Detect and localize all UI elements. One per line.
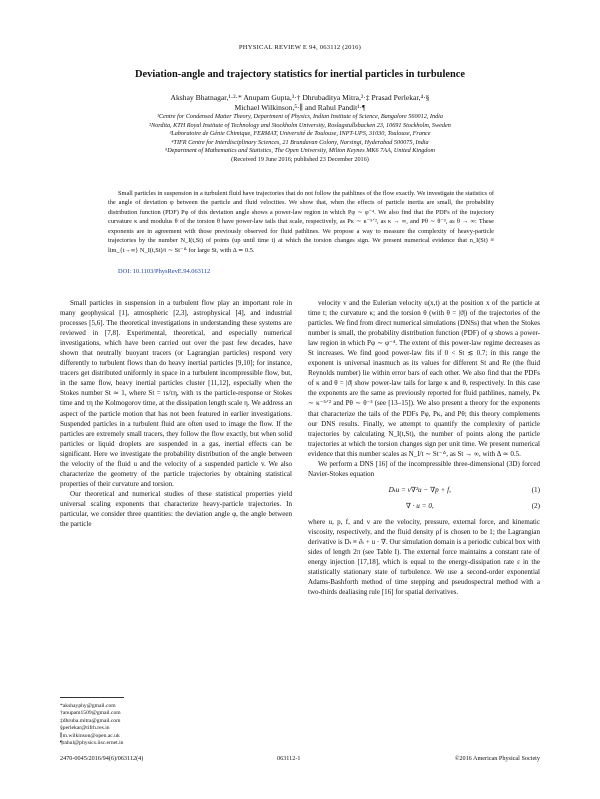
footnote-email-1[interactable]: *akshayphy@gmail.com	[60, 703, 116, 709]
footer-copyright: ©2016 American Physical Society	[454, 755, 540, 762]
author-list	[90, 93, 510, 113]
affiliation-4: ⁴TIFR Centre for Interdisciplinary Sciences, 21 Brundavan Colony, Narsingi, Hyderabad 500075, India	[171, 138, 429, 146]
footnotes	[60, 703, 123, 747]
abstract	[108, 189, 494, 255]
equation-1-number: (1)	[531, 485, 540, 494]
footer-page-number: 063112-1	[277, 755, 301, 762]
footnote-email-6[interactable]: ¶rahul@physics.iisc.ernet.in	[60, 740, 124, 747]
equation-2	[308, 501, 540, 511]
authors-line-2: Michael Wilkinson,⁵·∥ and Rahul Pandit¹·¶	[234, 103, 366, 112]
footnote-email-4[interactable]: §perlekar@tifrh.res.in	[60, 725, 110, 732]
affiliation-2: ²Nordita, KTH Royal Institute of Technology and Stockholm University, Roslagstullsbacken 23, 10691 Stockholm, Sweden	[149, 121, 451, 129]
body-paragraph-3: where u, p, f, and ν are the velocity, pressure, external force, and kinematic viscosity, respectively, and the fluid density ρf is chosen to be 1; the Lagrangian derivative is Dₜ ≡ ∂ₜ + u · ∇. Our simulation domain is a periodic cubical box with sides of length 2π (see Table I). The external force maintains a constant rate of energy injection [17,18], which is equal to the energy-dissipation rate ε in the statistically stationary state of turbulence. We use a second-order exponential Adams-Bashforth method of time stepping and pseudospectral method with a two-thirds dealiasing rule [16] for spatial derivatives.	[308, 517, 540, 597]
left-column	[60, 298, 292, 529]
affiliation-1: ¹Centre for Condensed Matter Theory, Department of Physics, Indian Institute of Science, Bangalore 560012, India	[157, 113, 443, 120]
intro-paragraph-1: Small particles in suspension in a turbulent flow play an important role in many geophysical [1], atmospheric [2,3], astrophysical [4], and industrial processes [5,6]. The theoretical investigations in understanding these systems are reviewed in [7,8]. Experimental, theoretical, and especially numerical investigations, which have been carried out over the past few decades, have shown that neutrally buoyant tracers (or Lagrangian particles) respond very differently to turbulent flows than do heavy inertial particles [9,10]; for instance, tracers get distributed uniformly in space in a turbulent incompressible flow, but, in the same flow, heavy inertial particles cluster [11,12], especially when the Stokes number St ≃ 1, where St = τs/τη, with τs the particle-response or Stokes time and τη the Kolmogorov time, at the dissipation length scale η. We address an aspect of the particle motion that has not been featured in earlier investigations. Suspended particles in a turbulent fluid are often used to image the flow. If the particles are extremely small tracers, they follow the flow exactly, but when solid particles or liquid droplets are suspended in a gas, inertial effects can be significant. Here we investigate the probability distribution of the angle between the velocity of the fluid u and the velocity of a suspended particle v. We also characterize the geometry of the particle trajectories by obtaining statistical properties of their curvature and torsion.	[60, 299, 292, 488]
footer-issn: 2470-0045/2016/94(6)/063112(4)	[60, 755, 144, 762]
equation-2-number: (2)	[531, 501, 540, 510]
body-paragraph-1: velocity v and the Eulerian velocity u(x,t) at the position x of the particle at time t; the curvature κ; and the torsion θ (with θ = |ϑ|) of the trajectories of the particles. We find from direct numerical simulations (DNSs) that when the Stokes number is small, the probability distribution function (PDF) of φ shows a power-law region in which Pφ ∼ φ⁻⁴. The extent of this power-law regime decreases as St increases. We find good power-law fits if 0 < St ≲ 0.7; in this range the exponent is universal inasmuch as its values for different St and Re (the fluid Reynolds number) lie within error bars of each other. We also find that the PDFs of κ and θ = |ϑ| show power-law tails for large κ and θ, respectively. In this case the exponents are the same as previously reported for fluid pathlines, namely, Pκ ∼ κ⁻⁵ᐟ² and Pθ ∼ θ⁻³ (see [13–15]). We also present a theory for the exponents that characterize the tails of the PDFs Pφ, Pκ, and Pθ; this theory complements our DNS results. Finally, we attempt to quantify the complexity of particle trajectories by calculating N_I(t,St), the number of points along the particle trajectories at which the torsion changes sign per unit time. We present numerical evidence that this number scales as N_I/t ∼ St⁻ᐞ, as St → ∞, with Δ ≃ 0.5.	[308, 299, 540, 458]
authors-line-1: Akshay Bhatnagar,¹·²·* Anupam Gupta,³·† Dhrubaditya Mitra,²·‡ Prasad Perlekar,⁴·§	[170, 93, 430, 102]
affiliations	[70, 113, 530, 165]
equation-1-body: Dₜu = ν∇²u − ∇p + f,	[388, 485, 451, 494]
footnote-email-2[interactable]: †anupam1509@gmail.com	[60, 710, 121, 717]
intro-paragraph-2: Our theoretical and numerical studies of these statistical properties yield universal scaling exponents that characterize heavy-particle trajectories. In particular, we consider three quantities: the deviation angle φ, the angle between the particle	[60, 489, 292, 529]
journal-header: PHYSICAL REVIEW E 94, 063112 (2016)	[238, 44, 362, 51]
right-column	[308, 298, 540, 597]
paper-title: Deviation-angle and trajectory statistics for inertial particles in turbulence	[135, 69, 465, 80]
affiliation-5: ⁵Department of Mathematics and Statistics, The Open University, Milton Keynes MK6 7AA, United Kingdom	[165, 147, 435, 155]
received-dates: (Received 19 June 2016; published 23 December 2016)	[231, 155, 369, 163]
doi-line	[118, 268, 210, 275]
footnote-divider	[60, 697, 124, 698]
equation-2-body: ∇ · u = 0,	[405, 501, 434, 510]
abstract-text: Small particles in suspension in a turbulent fluid have trajectories that do not follow the pathlines of the flow exactly. We investigate the statistics of the angle of deviation φ between the particle and fluid velocities. We show that, when the effects of particle inertia are small, the probability distribution function (PDF) Pφ of this deviation angle shows a power-law region in which Pφ ∼ φ⁻⁴. We also find that the PDFs of the trajectory curvature κ and modulus θ of the torsion θ have power-law tails that scale, respectively, as Pκ ∼ κ⁻⁵ᐟ², as κ → ∞, and Pθ ∼ θ⁻³, as θ → ∞: These exponents are in agreement with those previously observed for fluid pathlines. We propose a way to measure the complexity of heavy-particle trajectories by the number N_I(t,St) of points (up until time t) at which the torsion changes sign. We present numerical evidence that n_I(St) ≡ lim_{t→∞} N_I(t,St)/t ∼ St⁻ᐞ for large St, with Δ ≃ 0.5.	[108, 190, 494, 254]
footnote-email-3[interactable]: ‡dhruba.mitra@gmail.com	[60, 717, 121, 724]
affiliation-3: ³Laboratoire de Génie Chimique, FERMAT, Université de Toulouse, INPT-UPS, 31030, Toulouse, France	[169, 130, 431, 138]
body-paragraph-2: We perform a DNS [16] of the incompressible three-dimensional (3D) forced Navier-Stokes equation	[308, 459, 540, 478]
equation-1	[308, 485, 540, 495]
footnote-email-5[interactable]: ∥m.wilkinson@open.ac.uk	[60, 732, 120, 739]
doi-link[interactable]: DOI: 10.1103/PhysRevE.94.063112	[118, 268, 211, 275]
